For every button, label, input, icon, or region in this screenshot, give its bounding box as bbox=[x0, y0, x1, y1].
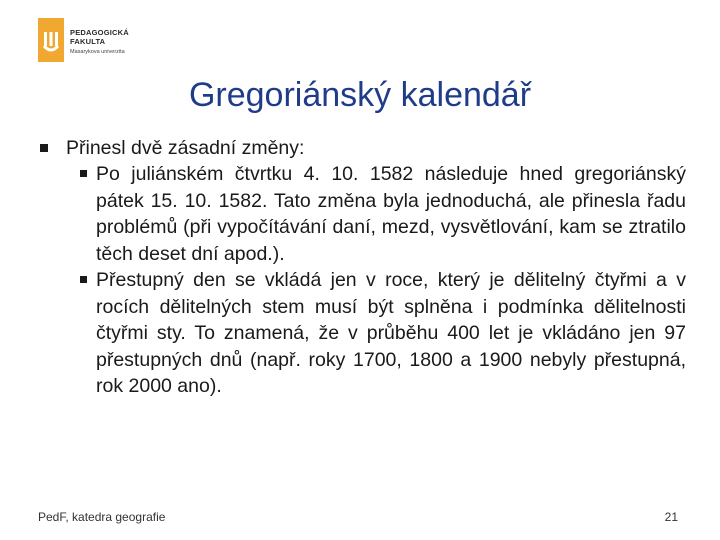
sub-bullet-text: Přestupný den se vkládá jen v roce, který je dělitelný čtyřmi a v rocích dělitelných stem musí být splněna i podmínka dělitelnosti čtyřmi sty. To znamená, že v průběhu 400 let je vkládáno jen 97 přestupných dnů (např. roky 1700, 1800 a 1900 nebyly přestupná, rok 2000 ano). bbox=[96, 269, 686, 397]
slide-content bbox=[38, 136, 686, 400]
faculty-logo bbox=[38, 18, 168, 70]
square-bullet-icon bbox=[40, 144, 48, 152]
bullet-text: Přinesl dvě zásadní změny: bbox=[66, 137, 305, 159]
square-bullet-icon bbox=[80, 276, 87, 283]
logo-line-2: FAKULTA bbox=[70, 37, 106, 46]
sub-bullet-text: Po juliánském čtvrtku 4. 10. 1582 následuje hned gregoriánský pátek 15. 10. 1582. Tato změna byla jednoduchá, ale přinesla řadu problémů (při vypočítávání daní, mezd, vysvětlování, kam se ztratilo těch deset dní apod.). bbox=[96, 163, 686, 265]
slide-title: Gregoriánský kalendář bbox=[188, 76, 532, 114]
sub-bullet-item bbox=[38, 267, 686, 400]
logo-text bbox=[70, 28, 129, 57]
logo-line-3: Masarykova univerzita bbox=[70, 49, 125, 55]
footer-text: PedF, katedra geografie bbox=[38, 510, 166, 524]
square-bullet-icon bbox=[80, 170, 87, 177]
logo-mark-icon bbox=[38, 18, 64, 62]
sub-bullet-item bbox=[38, 161, 686, 267]
logo-line-1: PEDAGOGICKÁ bbox=[70, 28, 129, 37]
bullet-item bbox=[38, 136, 686, 161]
page-number: 21 bbox=[664, 510, 678, 524]
